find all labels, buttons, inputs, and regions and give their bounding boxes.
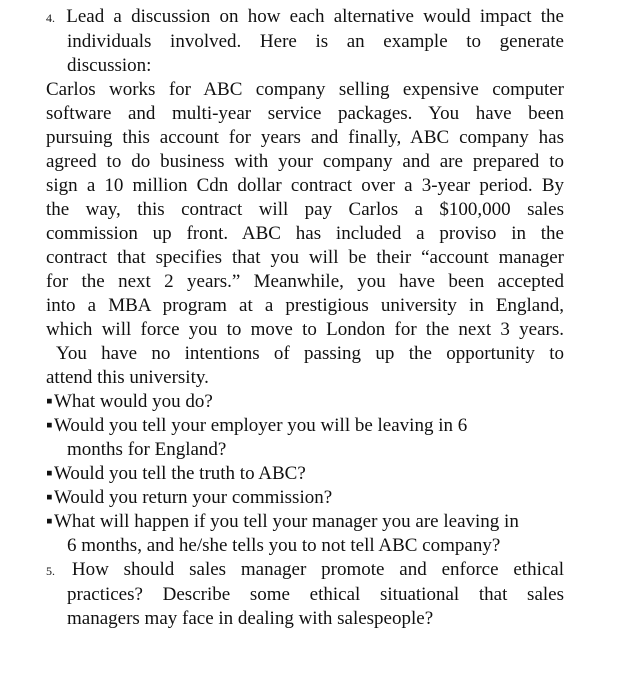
scenario-line: attend this university. <box>46 367 209 388</box>
item-5-line-2: practices? Describe some ethical situational that sales <box>67 584 564 605</box>
bullet-icon: ▪ <box>46 511 53 532</box>
item-5-number: 5. <box>46 564 55 578</box>
document-page <box>46 5 564 631</box>
item-4 <box>46 5 564 78</box>
scenario-line: pursuing this account for years and finally, ABC company has <box>46 127 564 148</box>
question-item: ▪What will happen if you tell your manager you are leaving in <box>46 511 519 532</box>
item-4-line-2: individuals involved. Here is an example to generate <box>67 31 564 52</box>
item-5-line-1: 5. How should sales manager promote and enforce ethical <box>46 559 565 580</box>
question-item: ▪Would you return your commission? <box>46 487 333 508</box>
scenario-line: into a MBA program at a prestigious university in England, <box>46 295 564 316</box>
bullet-icon: ▪ <box>46 415 53 436</box>
question-item-continuation: 6 months, and he/she tells you to not tell ABC company? <box>67 535 501 556</box>
scenario-paragraph <box>46 78 564 390</box>
bullet-icon: ▪ <box>46 391 53 412</box>
question-item: ▪What would you do? <box>46 391 213 412</box>
bullet-icon: ▪ <box>46 463 53 484</box>
scenario-line: You have no intentions of passing up the opportunity to <box>56 343 564 364</box>
scenario-line: software and multi-year service packages. You have been <box>46 103 564 124</box>
scenario-line: sign a 10 million Cdn dollar contract over a 3-year period. By <box>46 175 564 196</box>
item-4-line-3: discussion: <box>67 55 152 76</box>
scenario-line: contract that specifies that you will be their “account manager <box>46 247 564 268</box>
question-list <box>46 390 564 558</box>
item-5 <box>46 558 564 631</box>
scenario-line: agreed to do business with your company and are prepared to <box>46 151 564 172</box>
scenario-line: Carlos works for ABC company selling expensive computer <box>46 79 564 100</box>
question-item: ▪Would you tell your employer you will be leaving in 6 <box>46 415 468 436</box>
scenario-line: for the next 2 years.” Meanwhile, you have been accepted <box>46 271 564 292</box>
scenario-line: commission up front. ABC has included a proviso in the <box>46 223 564 244</box>
item-4-number: 4. <box>46 11 55 25</box>
bullet-icon: ▪ <box>46 487 53 508</box>
question-item: ▪Would you tell the truth to ABC? <box>46 463 306 484</box>
item-4-line-1: 4. Lead a discussion on how each alternative would impact the <box>46 6 564 27</box>
scenario-line: the way, this contract will pay Carlos a $100,000 sales <box>46 199 564 220</box>
question-item-continuation: months for England? <box>67 439 227 460</box>
item-5-line-3: managers may face in dealing with salespeople? <box>67 608 434 629</box>
scenario-line: which will force you to move to London for the next 3 years. <box>46 319 564 340</box>
